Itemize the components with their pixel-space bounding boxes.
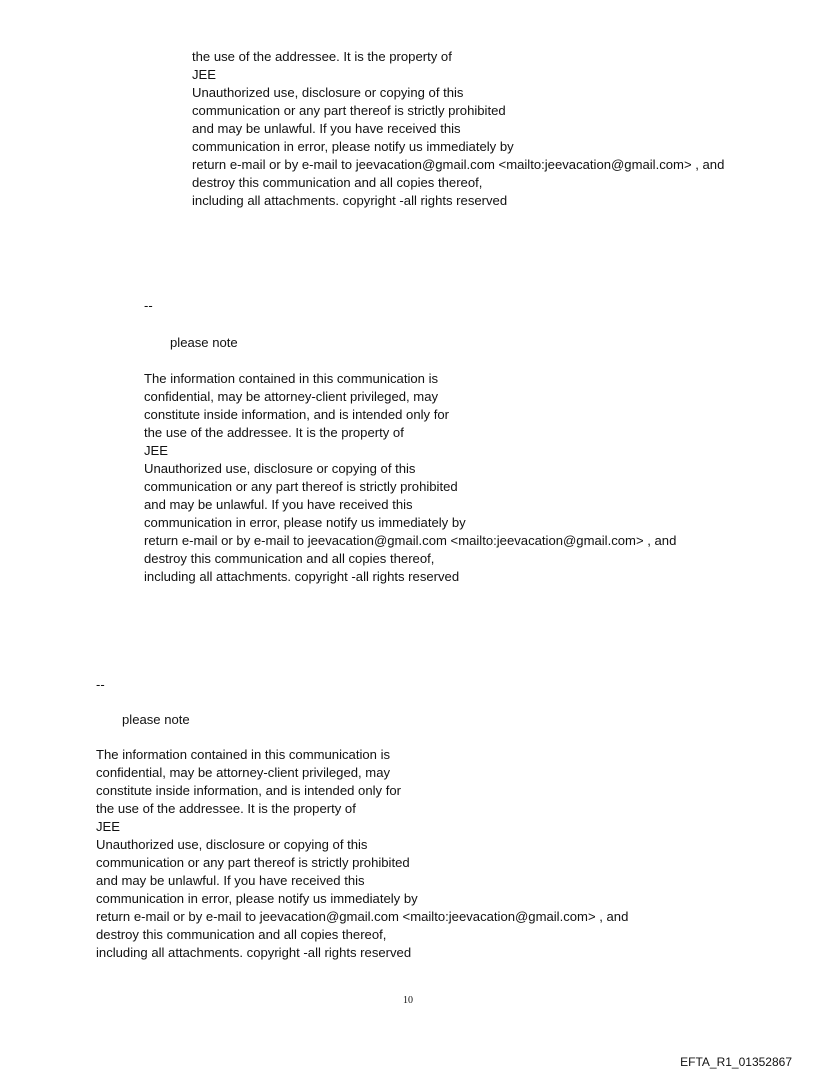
disclaimer-block-2 bbox=[144, 370, 676, 586]
disclaimer-line: The information contained in this communication is bbox=[144, 371, 439, 386]
disclaimer-line: the use of the addressee. It is the property of bbox=[192, 49, 452, 64]
disclaimer-line: communication in error, please notify us immediately by bbox=[192, 139, 514, 154]
disclaimer-line: JEE bbox=[96, 819, 121, 834]
please-note-heading-1: please note bbox=[170, 335, 238, 350]
disclaimer-line: including all attachments. copyright -all rights reserved bbox=[96, 945, 412, 960]
disclaimer-line: destroy this communication and all copies thereof, bbox=[144, 551, 435, 566]
document-id-footer: EFTA_R1_01352867 bbox=[680, 1055, 792, 1069]
disclaimer-line: return e-mail or by e-mail to jeevacation@gmail.com <mailto:jeevacation@gmail.com> , and bbox=[144, 533, 677, 548]
disclaimer-line: return e-mail or by e-mail to jeevacation@gmail.com <mailto:jeevacation@gmail.com> , and bbox=[96, 909, 629, 924]
disclaimer-line: and may be unlawful. If you have received this bbox=[192, 121, 461, 136]
disclaimer-line: Unauthorized use, disclosure or copying of this bbox=[96, 837, 368, 852]
disclaimer-line: The information contained in this communication is bbox=[96, 747, 391, 762]
disclaimer-block-3 bbox=[96, 746, 628, 962]
signature-separator-2: -- bbox=[96, 677, 105, 692]
disclaimer-line: return e-mail or by e-mail to jeevacation@gmail.com <mailto:jeevacation@gmail.com> , and bbox=[192, 157, 725, 172]
disclaimer-line: and may be unlawful. If you have received this bbox=[144, 497, 413, 512]
disclaimer-line: confidential, may be attorney-client privileged, may bbox=[144, 389, 439, 404]
signature-separator-1: -- bbox=[144, 298, 153, 313]
page-number: 10 bbox=[403, 995, 413, 1006]
please-note-heading-2: please note bbox=[122, 712, 190, 727]
disclaimer-line: JEE bbox=[192, 67, 217, 82]
disclaimer-line: including all attachments. copyright -all rights reserved bbox=[192, 193, 508, 208]
disclaimer-line: confidential, may be attorney-client privileged, may bbox=[96, 765, 391, 780]
disclaimer-line: Unauthorized use, disclosure or copying of this bbox=[192, 85, 464, 100]
disclaimer-line: communication or any part thereof is strictly prohibited bbox=[96, 855, 410, 870]
disclaimer-line: the use of the addressee. It is the property of bbox=[144, 425, 404, 440]
disclaimer-line: constitute inside information, and is intended only for bbox=[144, 407, 449, 422]
disclaimer-line: destroy this communication and all copies thereof, bbox=[192, 175, 483, 190]
disclaimer-line: communication or any part thereof is strictly prohibited bbox=[192, 103, 506, 118]
disclaimer-line: and may be unlawful. If you have received this bbox=[96, 873, 365, 888]
disclaimer-line: including all attachments. copyright -all rights reserved bbox=[144, 569, 460, 584]
disclaimer-line: communication in error, please notify us immediately by bbox=[96, 891, 418, 906]
disclaimer-block-1 bbox=[192, 48, 724, 210]
disclaimer-line: communication or any part thereof is strictly prohibited bbox=[144, 479, 458, 494]
disclaimer-line: destroy this communication and all copies thereof, bbox=[96, 927, 387, 942]
disclaimer-line: Unauthorized use, disclosure or copying of this bbox=[144, 461, 416, 476]
disclaimer-line: communication in error, please notify us immediately by bbox=[144, 515, 466, 530]
disclaimer-line: the use of the addressee. It is the property of bbox=[96, 801, 356, 816]
disclaimer-line: constitute inside information, and is intended only for bbox=[96, 783, 401, 798]
disclaimer-line: JEE bbox=[144, 443, 169, 458]
